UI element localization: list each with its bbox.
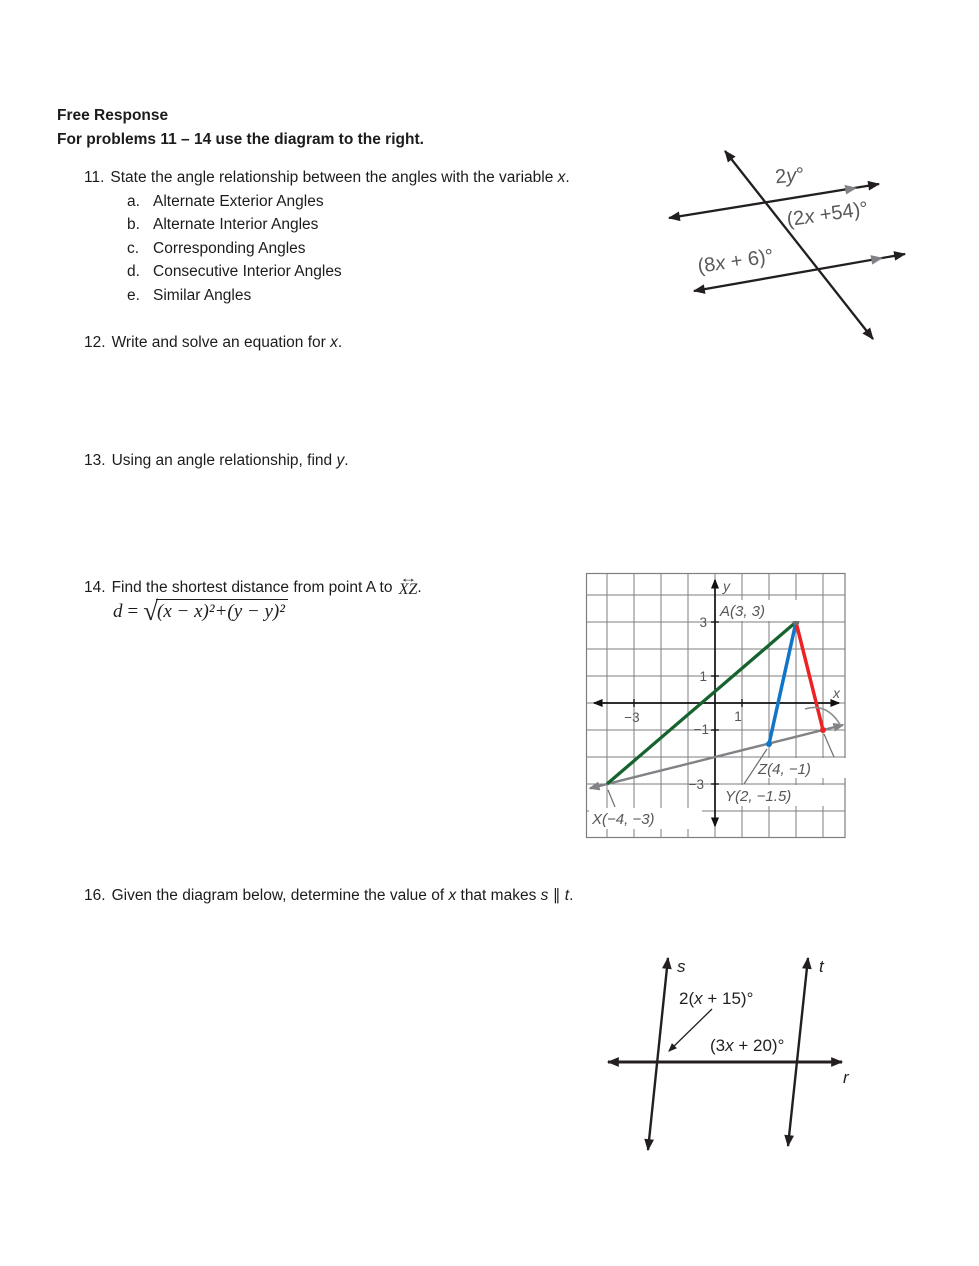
- point-a-label: A(3, 3): [720, 603, 766, 620]
- point-x-label: X(−4, −3): [592, 811, 655, 828]
- angle-label-2x54: (2x +54)°: [785, 197, 870, 232]
- problem-13-text: Using an angle relationship, find: [111, 452, 337, 469]
- x-tick-1: 1: [734, 709, 742, 724]
- problem-14: [84, 571, 422, 598]
- formula-lhs: d: [113, 601, 123, 622]
- problem-14-period: .: [417, 579, 422, 596]
- problem-14-text: Find the shortest distance from point A to: [111, 579, 397, 596]
- choice-e: [127, 286, 251, 305]
- choice-a-letter: a.: [127, 193, 140, 210]
- problem-12-number: 12.: [84, 334, 106, 351]
- choice-b-letter: b.: [127, 216, 140, 233]
- choice-b-label: Alternate Interior Angles: [153, 216, 319, 233]
- problem-16-line-s: s: [540, 887, 549, 904]
- point-z: [820, 727, 826, 733]
- line-xz-letters: XZ: [398, 581, 418, 598]
- problem-11-text: State the angle relationship between the angles with the variable: [110, 169, 558, 186]
- point-z-label: Z(4, −1): [758, 761, 811, 778]
- y-axis-label: y: [723, 578, 730, 594]
- problem-13: [84, 451, 349, 470]
- y-tick-neg1: −1: [693, 722, 709, 737]
- y-tick-1: 1: [699, 669, 707, 684]
- problem-12-text: Write and solve an equation for: [111, 334, 331, 351]
- problem-11: [84, 168, 570, 187]
- header-title: Free Response: [57, 107, 169, 124]
- x-axis-label: x: [833, 685, 840, 701]
- line-t-label: t: [819, 957, 824, 976]
- formula-equals: =: [127, 601, 139, 622]
- problem-16-variable-x: x: [448, 887, 457, 904]
- coordinate-grid-figure: [583, 568, 849, 840]
- problem-11-variable: x: [557, 169, 566, 186]
- angle-label-3x20: (3x + 20)°: [710, 1036, 785, 1055]
- problem-13-number: 13.: [84, 452, 106, 469]
- choice-c-label: Corresponding Angles: [153, 240, 306, 257]
- radical-sign: √: [143, 596, 157, 626]
- transversal-diagram: [650, 138, 916, 350]
- header-instructions: For problems 11 – 14 use the diagram to the right.: [57, 131, 424, 148]
- formula-radicand: (x − x)²+(y − y)²: [156, 599, 288, 622]
- problem-13-variable: y: [336, 452, 345, 469]
- choice-c-letter: c.: [127, 240, 140, 257]
- problem-11-number: 11.: [84, 169, 105, 186]
- point-y-label: Y(2, −1.5): [725, 788, 792, 805]
- point-y: [766, 741, 772, 747]
- problem-11-period: .: [565, 169, 570, 186]
- line-s-label: s: [677, 957, 686, 976]
- choice-c: [127, 239, 306, 258]
- problem-16: [84, 886, 573, 905]
- line-t: [788, 958, 808, 1146]
- choice-d-label: Consecutive Interior Angles: [153, 263, 342, 280]
- angle-label-2y: 2y°: [774, 163, 806, 189]
- problem-16-line-t: t: [564, 887, 570, 904]
- angle-pointer-arrow-icon: [669, 1009, 712, 1051]
- choice-e-letter: e.: [127, 287, 140, 304]
- choice-a: [127, 192, 324, 211]
- problem-12-period: .: [337, 334, 343, 351]
- line-arrow-icon: ↔: [399, 571, 418, 585]
- parallel-symbol: ∥: [548, 887, 565, 904]
- parallel-lines-diagram: [596, 944, 862, 1166]
- problem-12: [84, 333, 342, 352]
- choice-d: [127, 262, 342, 281]
- problem-16-text-2: that makes: [456, 887, 541, 904]
- angle-label-2x15: 2(x + 15)°: [679, 989, 754, 1008]
- line-s: [648, 958, 668, 1150]
- problem-14-number: 14.: [84, 579, 106, 596]
- problem-13-period: .: [344, 452, 349, 469]
- choice-b: [127, 215, 318, 234]
- problem-16-period: .: [569, 887, 574, 904]
- line-r-label: r: [843, 1068, 849, 1087]
- distance-formula: [113, 596, 288, 627]
- problem-12-variable: x: [330, 334, 338, 351]
- y-tick-neg3: −3: [688, 777, 704, 792]
- choice-a-label: Alternate Exterior Angles: [153, 193, 324, 210]
- line-xz-notation: [398, 571, 418, 598]
- y-tick-3: 3: [699, 615, 707, 630]
- choice-d-letter: d.: [127, 263, 140, 280]
- choice-e-label: Similar Angles: [153, 287, 252, 304]
- problem-16-text-1: Given the diagram below, determine the value of: [111, 887, 449, 904]
- angle-label-8x6: (8x + 6)°: [696, 245, 775, 278]
- x-tick-neg3: −3: [624, 710, 640, 725]
- problem-16-number: 16.: [84, 887, 106, 904]
